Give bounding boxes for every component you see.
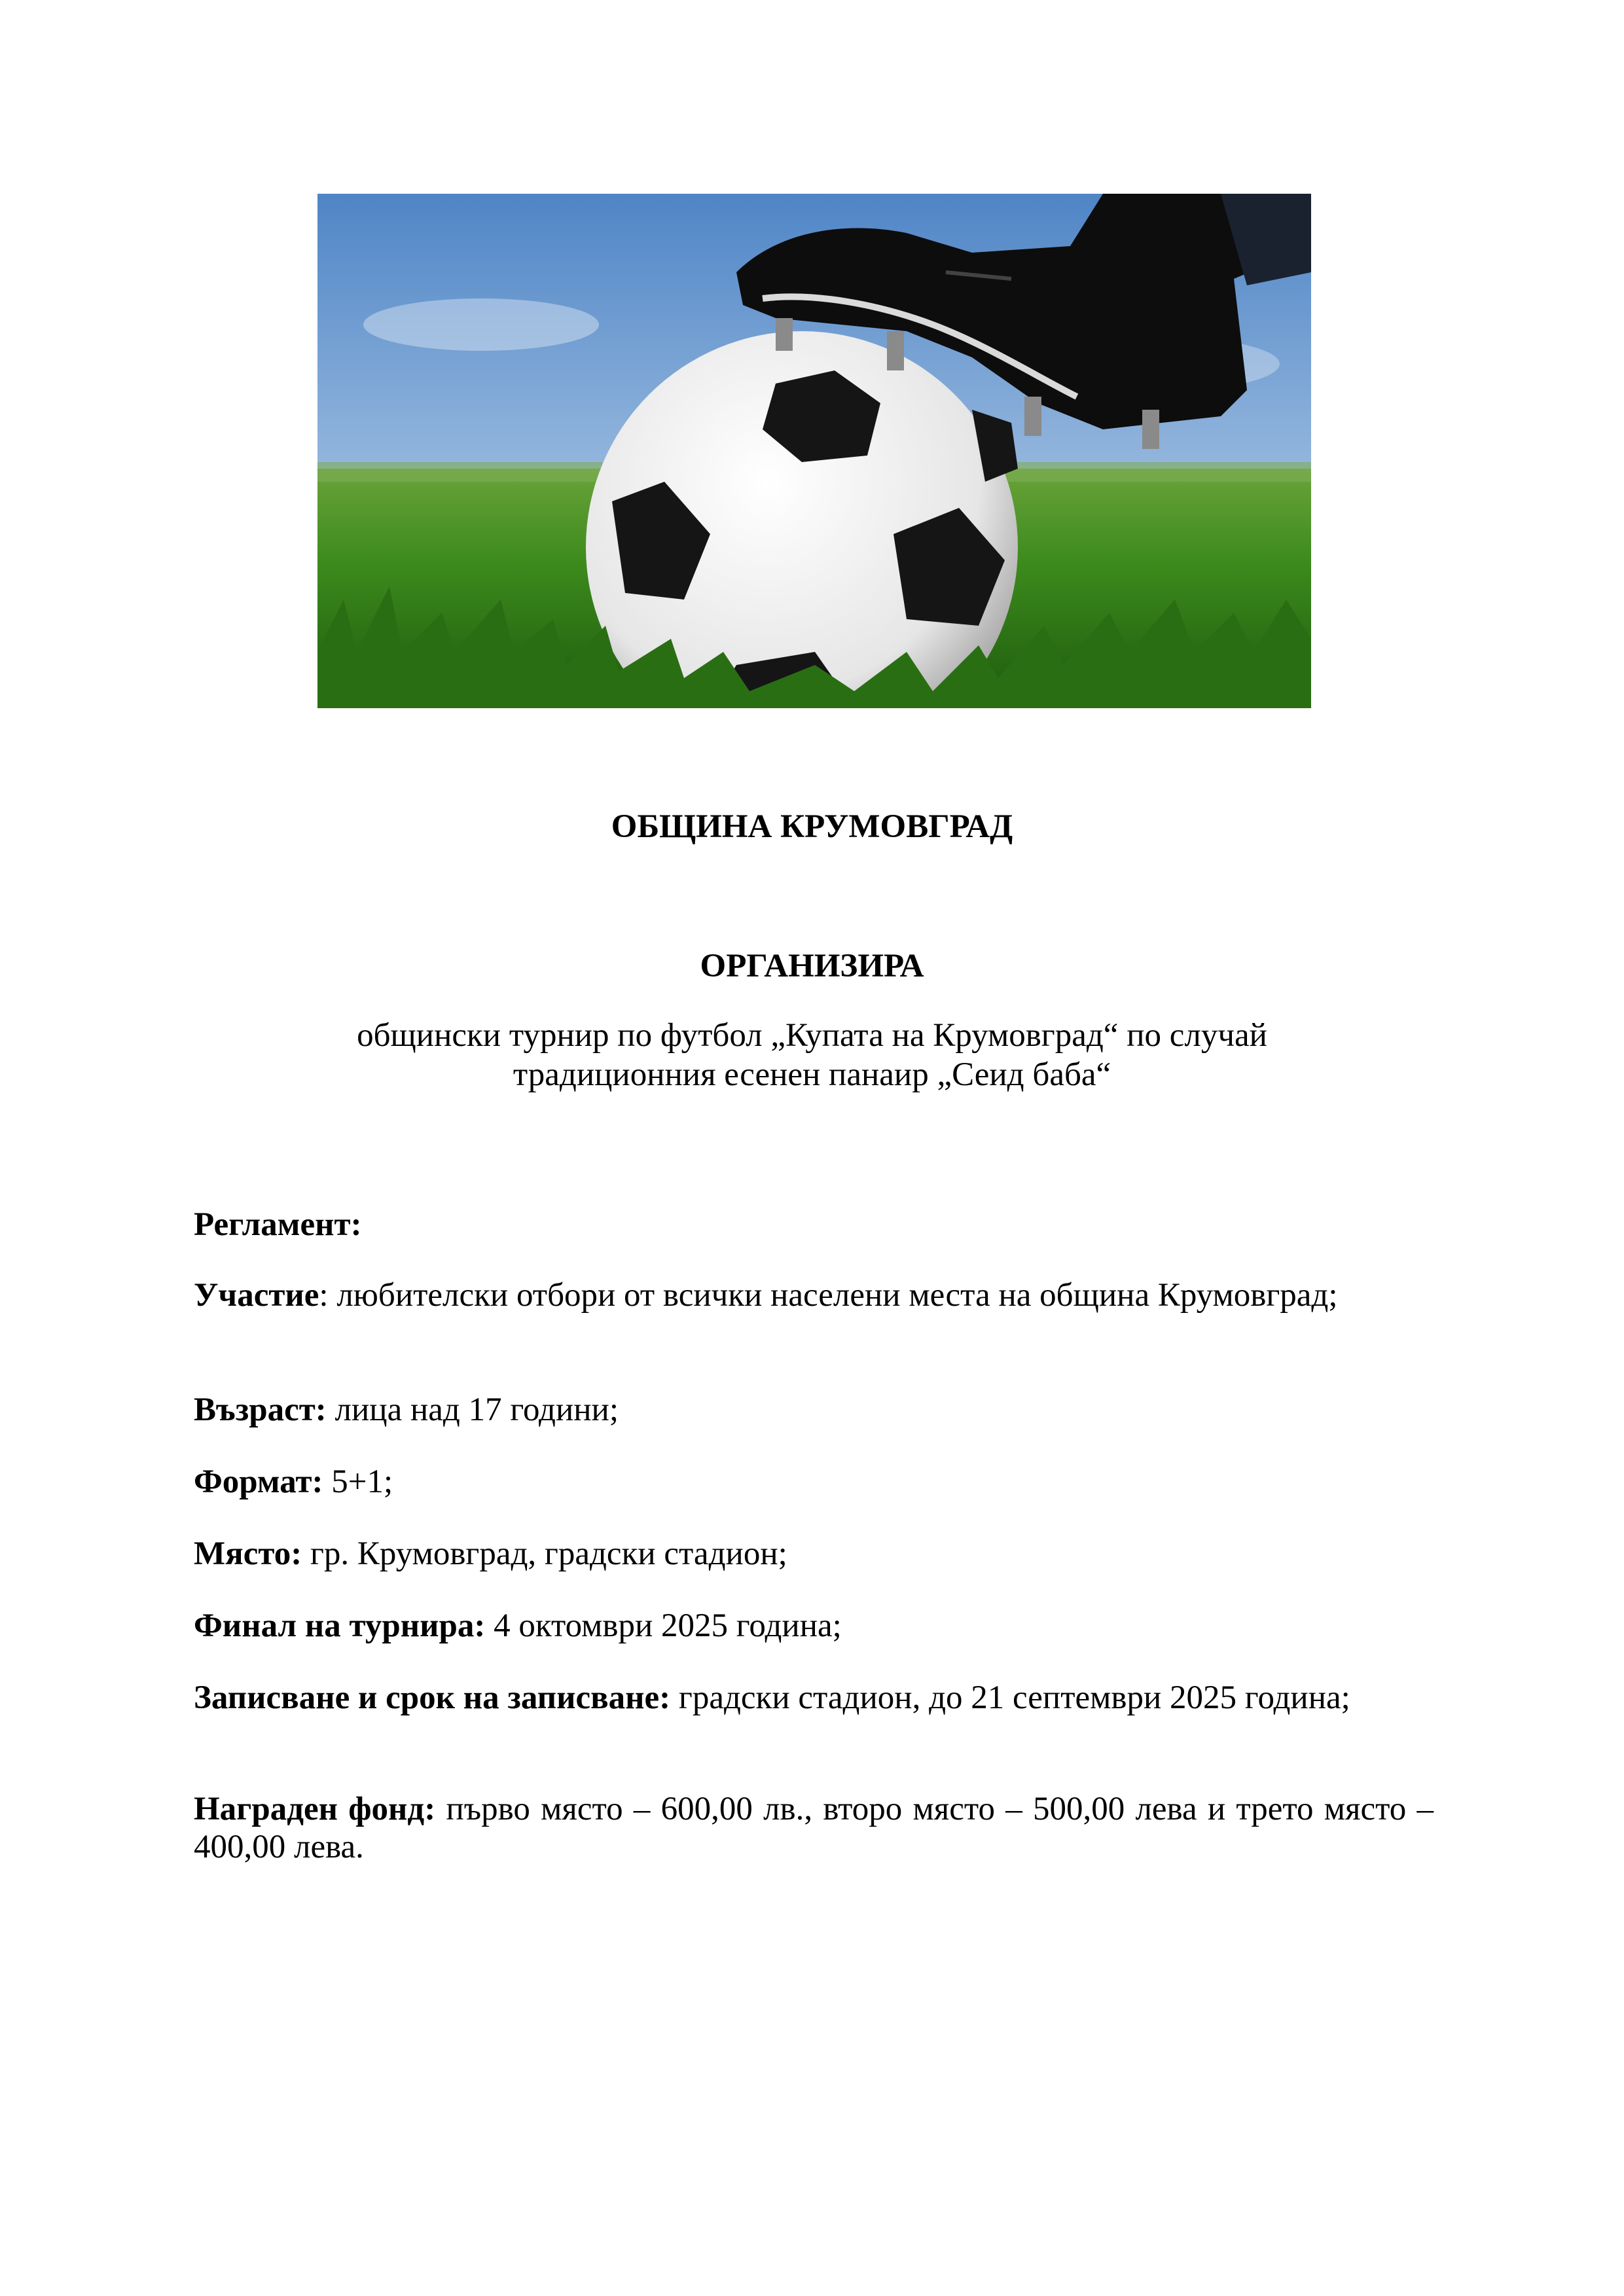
- rule-value: първо място – 600,00 лв., второ място – 500,00 лева и трето място – 400,00 лева.: [194, 1791, 1434, 1865]
- rule-label: Място:: [194, 1535, 302, 1572]
- rule-value: 4 октомври 2025 година;: [485, 1607, 842, 1644]
- rule-value: гр. Крумовград, градски стадион;: [302, 1535, 787, 1572]
- rule-format: [194, 1463, 1434, 1501]
- rule-label: Участие: [194, 1277, 319, 1314]
- rule-label: Формат:: [194, 1463, 323, 1500]
- rule-age: [194, 1391, 1434, 1429]
- rules-title: Регламент:: [194, 1206, 362, 1243]
- rule-label: Финал на турнира:: [194, 1607, 486, 1644]
- football-boot-on-ball-image: [317, 194, 1311, 708]
- municipality-title: ОБЩИНА КРУМОВГРАД: [611, 808, 1013, 845]
- event-subtitle: [0, 1016, 1624, 1094]
- rule-value: 5+1;: [323, 1463, 393, 1500]
- subtitle-line-1: общински турнир по футбол „Купата на Крумовград“ по случай: [357, 1017, 1267, 1054]
- rule-final: [194, 1607, 1434, 1645]
- rule-prize-fund: [194, 1790, 1434, 1866]
- rule-participation: [194, 1276, 1434, 1314]
- rule-registration: [194, 1679, 1434, 1717]
- rule-label: Възраст:: [194, 1391, 327, 1428]
- subtitle-line-2: традиционния есенен панаир „Сеид баба“: [513, 1056, 1111, 1093]
- rule-label: Награден фонд:: [194, 1791, 436, 1827]
- organizes-heading: ОРГАНИЗИРА: [700, 948, 924, 984]
- football-photo: [317, 194, 1311, 708]
- rule-value: лица над 17 години;: [326, 1391, 619, 1428]
- rule-value: : любителски отбори от всички населени места на община Крумовград;: [319, 1277, 1338, 1314]
- rule-label: Записване и срок на записване:: [194, 1679, 671, 1716]
- rule-value: градски стадион, до 21 септември 2025 година;: [670, 1679, 1350, 1716]
- rule-venue: [194, 1535, 1434, 1573]
